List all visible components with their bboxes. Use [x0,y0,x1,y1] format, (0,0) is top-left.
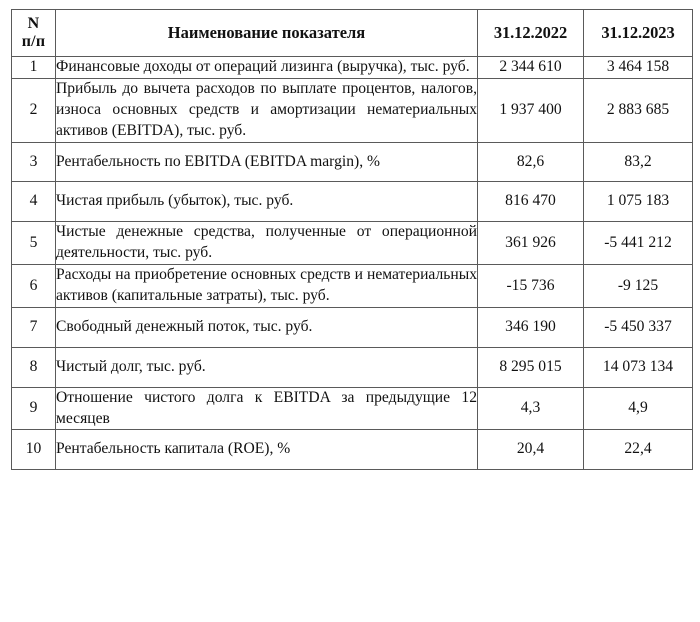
table-row [12,265,693,308]
row-value-2023: -5 450 337 [584,307,693,347]
row-value-2023: 22,4 [584,430,693,470]
row-number: 8 [12,347,56,387]
table-row [12,182,693,222]
row-value-2022: 346 190 [478,307,584,347]
row-indicator-name: Расходы на приобретение основных средств и нематериальных активов (капитальные затраты), тыс. руб. [56,265,478,308]
column-header-date-2023: 31.12.2023 [584,10,693,57]
row-number: 7 [12,307,56,347]
row-value-2023: 1 075 183 [584,182,693,222]
row-number: 5 [12,222,56,265]
row-indicator-name: Отношение чистого долга к EBITDA за предыдущие 12 месяцев [56,387,478,430]
row-indicator-name: Свободный денежный поток, тыс. руб. [56,307,478,347]
table-row [12,347,693,387]
row-value-2022: 82,6 [478,142,584,182]
row-value-2022: 2 344 610 [478,57,584,79]
row-indicator-name: Прибыль до вычета расходов по выплате процентов, налогов, износа основных средств и амортизации нематериальных активов (EBITDA), тыс. руб. [56,78,478,142]
row-number: 9 [12,387,56,430]
row-value-2023: 83,2 [584,142,693,182]
row-indicator-name: Финансовые доходы от операций лизинга (выручка), тыс. руб. [56,57,478,79]
row-value-2022: -15 736 [478,265,584,308]
row-indicator-name: Рентабельность по EBITDA (EBITDA margin), % [56,142,478,182]
column-header-indicator-name: Наименование показателя [56,10,478,57]
row-value-2023: -9 125 [584,265,693,308]
table-row [12,142,693,182]
column-header-date-2022: 31.12.2022 [478,10,584,57]
table-header-row [12,10,693,57]
row-number: 4 [12,182,56,222]
table-header [12,10,693,57]
row-value-2023: 14 073 134 [584,347,693,387]
row-number: 10 [12,430,56,470]
row-number: 1 [12,57,56,79]
row-indicator-name: Рентабельность капитала (ROE), % [56,430,478,470]
row-number: 2 [12,78,56,142]
table-row [12,307,693,347]
row-indicator-name: Чистый долг, тыс. руб. [56,347,478,387]
row-value-2022: 1 937 400 [478,78,584,142]
row-value-2023: 2 883 685 [584,78,693,142]
row-value-2022: 361 926 [478,222,584,265]
table-row [12,387,693,430]
row-value-2023: 4,9 [584,387,693,430]
row-number: 3 [12,142,56,182]
row-value-2022: 20,4 [478,430,584,470]
row-value-2023: 3 464 158 [584,57,693,79]
row-value-2023: -5 441 212 [584,222,693,265]
table-row [12,78,693,142]
row-value-2022: 8 295 015 [478,347,584,387]
row-value-2022: 816 470 [478,182,584,222]
financial-indicators-table [11,9,693,470]
row-value-2022: 4,3 [478,387,584,430]
column-header-number-line2: п/п [21,33,46,50]
row-indicator-name: Чистые денежные средства, полученные от операционной деятельности, тыс. руб. [56,222,478,265]
table-body [12,57,693,470]
table-row [12,430,693,470]
row-indicator-name: Чистая прибыль (убыток), тыс. руб. [56,182,478,222]
column-header-number [12,10,56,57]
column-header-number-line1: N [27,15,40,33]
table-row [12,222,693,265]
row-number: 6 [12,265,56,308]
table-row [12,57,693,79]
